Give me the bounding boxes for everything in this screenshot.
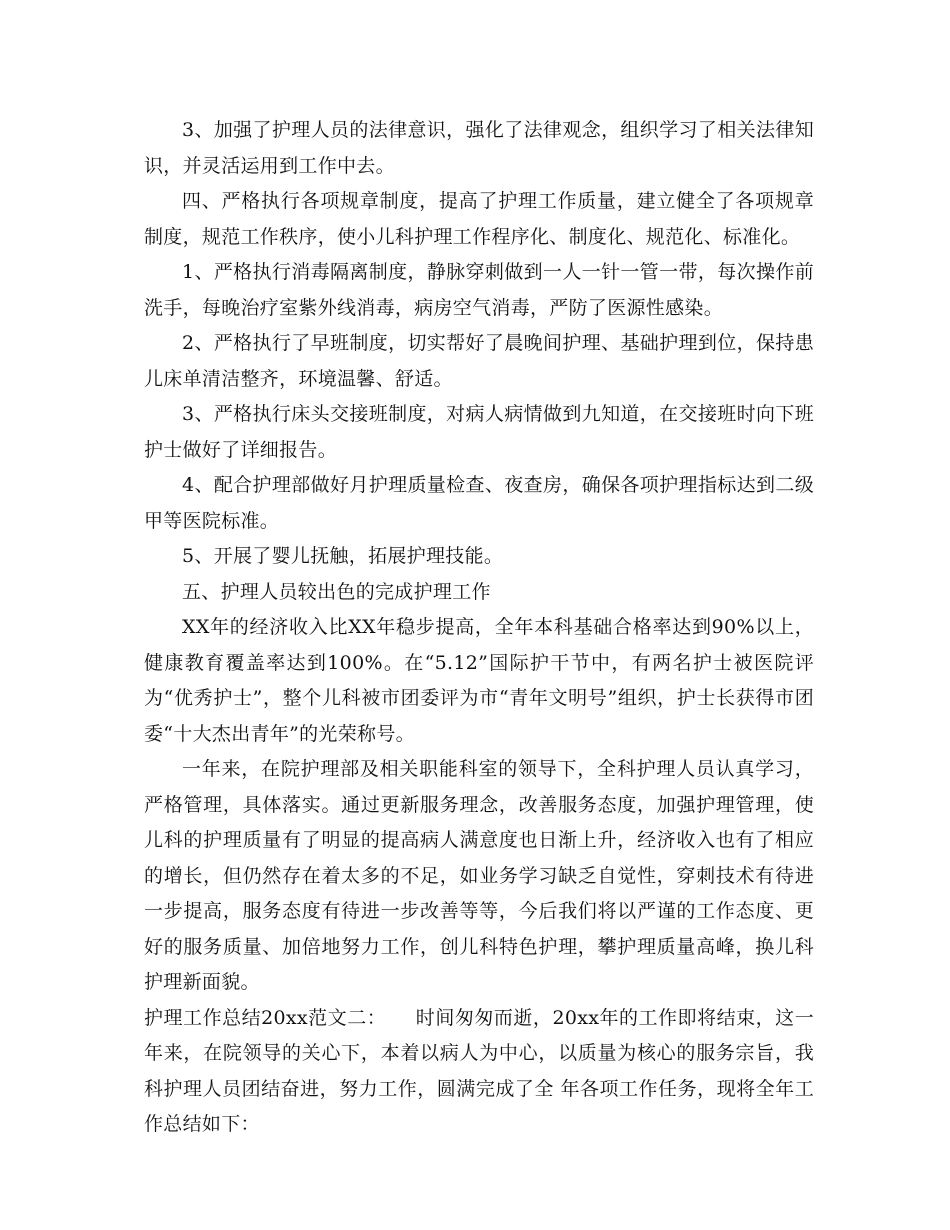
paragraph-achievements: XX年的经济收入比XX年稳步提高，全年本科基础合格率达到90%以上，健康教育覆盖率达到100%。在“5.12”国际护干节中，有两名护士被医院评为“优秀护士”，整个儿科被市团委评为市“青年文明号”组织，护士长获得市团委“十大杰出青年”的光荣称号。 bbox=[144, 616, 814, 745]
paragraph-sample-two: 护理工作总结20xx范文二： 时间匆匆而逝，20xx年的工作即将结束，这一年来，在院领导的关心下，本着以病人为中心，以质量为核心的服务宗旨，我科护理人员团结奋进，努力工作，圆满完成了全 年各项工作任务，现将全年工作总结如下： bbox=[144, 1006, 814, 1135]
paragraph-disinfection: 1、严格执行消毒隔离制度，静脉穿刺做到一人一针一管一带，每次操作前洗手，每晚治疗室紫外线消毒，病房空气消毒，严防了医源性感染。 bbox=[144, 261, 814, 319]
paragraph-infant-touch: 5、开展了婴儿抚触，拓展护理技能。 bbox=[182, 545, 504, 567]
paragraph-legal-awareness: 3、加强了护理人员的法律意识，强化了法律观念，组织学习了相关法律知识，并灵活运用到工作中去。 bbox=[144, 119, 814, 177]
paragraph-handover: 3、严格执行床头交接班制度，对病人病情做到九知道，在交接班时向下班护士做好了详细报告。 bbox=[144, 403, 814, 461]
paragraph-early-shift: 2、严格执行了早班制度，切实帮好了晨晚间护理、基础护理到位，保持患儿床单清洁整齐，环境温馨、舒适。 bbox=[144, 332, 814, 390]
paragraph-section-four-heading: 四、严格执行各项规章制度，提高了护理工作质量，建立健全了各项规章制度，规范工作秩序，使小儿科护理工作程序化、制度化、规范化、标准化。 bbox=[144, 190, 814, 248]
paragraph-year-summary: 一年来，在院护理部及相关职能科室的领导下，全科护理人员认真学习，严格管理，具体落实。通过更新服务理念，改善服务态度，加强护理管理，使儿科的护理质量有了明显的提高病人满意度也日渐上升，经济收入也有了相应的增长，但仍然存在着太多的不足，如业务学习缺乏自觉性，穿刺技术有待进一步提高，服务态度有待进一步改善等等，今后我们将以严谨的工作态度、更好的服务质量、加倍地努力工作，创儿科特色护理，攀护理质量高峰，换儿科护理新面貌。 bbox=[144, 758, 814, 993]
paragraph-quality-check: 4、配合护理部做好月护理质量检查、夜查房，确保各项护理指标达到二级甲等医院标准。 bbox=[144, 474, 814, 532]
document-body bbox=[144, 113, 814, 1143]
paragraph-section-five-heading: 五、护理人员较出色的完成护理工作 bbox=[182, 580, 491, 603]
